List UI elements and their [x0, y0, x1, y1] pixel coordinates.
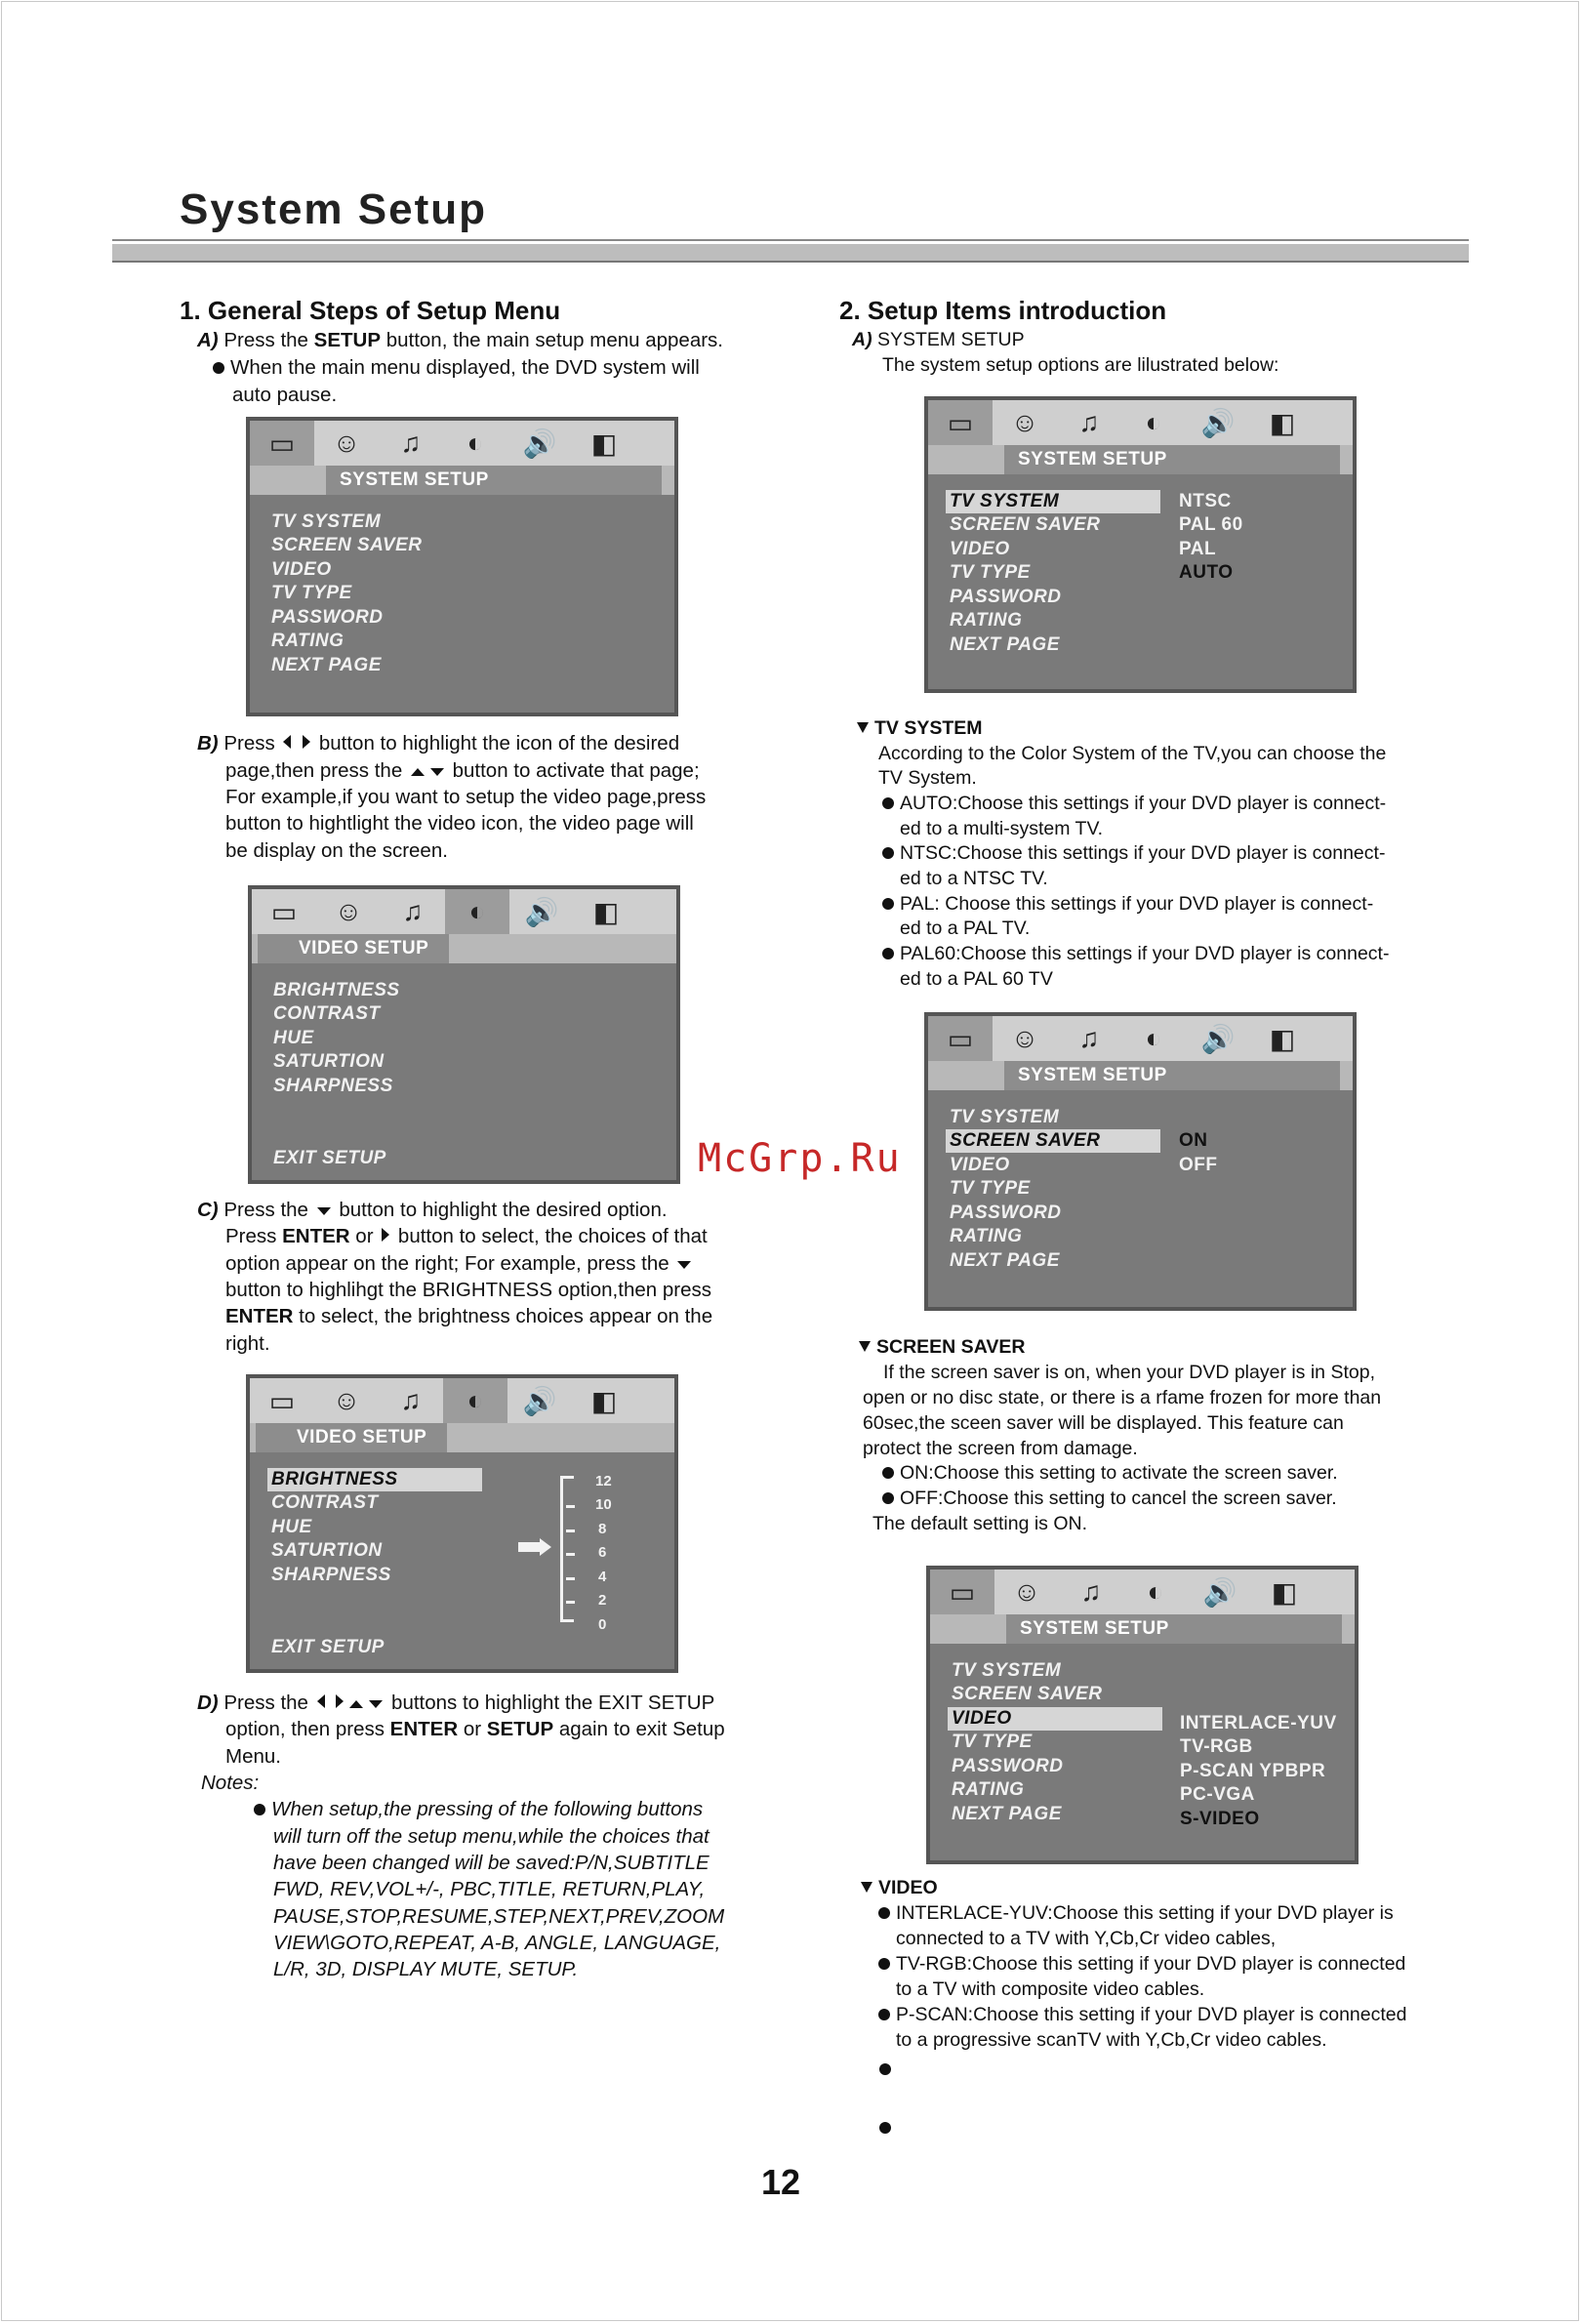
- contrast-icon: ◐: [443, 1378, 507, 1423]
- menu-item-tv-system[interactable]: TV SYSTEM: [946, 490, 1160, 513]
- enter-key: ENTER: [225, 1305, 294, 1327]
- left-heading: 1. General Steps of Setup Menu: [180, 296, 561, 325]
- tv-pal-line: [882, 891, 1373, 917]
- option-p-scan-ypbpr[interactable]: P-SCAN YPBPR: [1180, 1761, 1326, 1781]
- step-c-line5: [225, 1303, 712, 1330]
- right-a-label: A): [852, 329, 872, 350]
- step-c-label: C): [197, 1199, 219, 1221]
- bullet-icon: [878, 1907, 890, 1919]
- video-setup-menu-1: [248, 885, 680, 1184]
- down-arrow-icon: [677, 1261, 691, 1269]
- bullet-icon: [882, 847, 894, 859]
- person-speech-icon: ☺: [1012, 1576, 1041, 1607]
- option-interlace-yuv[interactable]: INTERLACE-YUV: [1180, 1713, 1337, 1733]
- menu-item-rating[interactable]: RATING: [950, 1226, 1023, 1246]
- step-d-text: option, then press: [225, 1718, 390, 1740]
- menu-item-tv-type[interactable]: TV TYPE: [271, 583, 352, 603]
- level-scale-top-cap: [560, 1476, 574, 1479]
- bullet-icon: [882, 898, 894, 910]
- left-arrow-icon: [283, 735, 291, 749]
- bullet-text: PAL: Choose this settings if your DVD player is connect-: [900, 893, 1374, 915]
- tv-system-heading-text: TV SYSTEM: [874, 717, 983, 739]
- menu-item-next-page[interactable]: NEXT PAGE: [950, 634, 1060, 655]
- up-arrow-icon: [349, 1700, 363, 1708]
- menu-icon-bar: [928, 1016, 1353, 1061]
- step-d-line1: [197, 1690, 714, 1717]
- step-c-line3: [225, 1250, 694, 1278]
- step-d-text: again to exit Setup: [553, 1718, 725, 1740]
- monitor-icon: ▭: [250, 421, 314, 466]
- menu-item-contrast[interactable]: CONTRAST: [271, 1492, 379, 1513]
- speaker-icon: 🔊: [522, 428, 557, 459]
- step-a: [197, 327, 723, 354]
- left-arrow-icon: [317, 1694, 325, 1708]
- menu-item-screen-saver[interactable]: SCREEN SAVER: [952, 1684, 1103, 1704]
- contrast-icon: ◐: [1147, 1576, 1164, 1607]
- menu-item-next-page[interactable]: NEXT PAGE: [952, 1804, 1062, 1824]
- step-a-bullet-line1: When the main menu displayed, the DVD system will: [230, 356, 700, 379]
- level-tick: [566, 1505, 575, 1508]
- person-speech-icon: ☺: [1010, 1023, 1039, 1053]
- step-a-text1: Press the: [223, 329, 314, 351]
- menu-item-exit-setup[interactable]: EXIT SETUP: [273, 1148, 386, 1168]
- menu-title: SYSTEM SETUP: [1004, 445, 1340, 474]
- tv-ntsc-line: [882, 840, 1385, 866]
- menu-header: [252, 934, 676, 963]
- down-arrow-icon: [317, 1207, 331, 1215]
- menu-item-password[interactable]: PASSWORD: [271, 607, 384, 628]
- dolby-icon: ◧: [1271, 1576, 1298, 1608]
- option-on[interactable]: ON: [1179, 1130, 1208, 1151]
- menu-items: [250, 495, 674, 713]
- music-note-icon: ♫: [1078, 1023, 1100, 1053]
- menu-items: [250, 1452, 674, 1669]
- person-speech-icon: ☺: [332, 1385, 361, 1415]
- step-a-bullet-line2: auto pause.: [232, 384, 338, 406]
- menu-item-hue[interactable]: HUE: [273, 1028, 314, 1048]
- menu-title: SYSTEM SETUP: [1004, 1061, 1340, 1090]
- menu-item-video[interactable]: VIDEO: [948, 1707, 1162, 1731]
- step-b-text: page,then press the: [225, 759, 408, 782]
- level-value[interactable]: 0: [598, 1616, 607, 1633]
- music-note-icon: ♫: [400, 428, 422, 458]
- menu-items: [928, 474, 1353, 689]
- tv-pal60-line: [882, 941, 1389, 966]
- step-d-line3: Menu.: [225, 1745, 281, 1768]
- screen-saver-on: [882, 1460, 1338, 1486]
- heart-icon: [859, 1341, 871, 1352]
- option-pc-vga[interactable]: PC-VGA: [1180, 1784, 1255, 1805]
- tv-system-heading: [857, 715, 983, 741]
- tv-auto-line2: ed to a multi-system TV.: [900, 818, 1104, 839]
- bullet-text: INTERLACE-YUV:Choose this setting if your DVD player is: [896, 1902, 1394, 1924]
- bullet-icon: [882, 1492, 894, 1504]
- menu-items: [252, 963, 676, 1180]
- note-line: VIEW\GOTO,REPEAT, A-B, ANGLE, LANGUAGE,: [273, 1932, 721, 1954]
- step-c-text: button to select, the choices of that: [392, 1225, 708, 1247]
- system-setup-menu-3: [924, 1012, 1357, 1311]
- menu-item-next-page[interactable]: NEXT PAGE: [950, 1250, 1060, 1271]
- menu-header: [928, 445, 1353, 474]
- speaker-icon: 🔊: [1202, 1576, 1237, 1608]
- step-d-text: or: [458, 1718, 487, 1740]
- speaker-icon: 🔊: [524, 896, 559, 927]
- step-c-text: to select, the brightness choices appear on the: [293, 1305, 713, 1327]
- system-setup-menu-4: [926, 1566, 1359, 1864]
- step-b-text: Press: [223, 732, 281, 754]
- menu-icon-bar: [928, 400, 1353, 445]
- contrast-icon: ◐: [1145, 407, 1162, 437]
- step-d-line2: [225, 1716, 725, 1743]
- step-b-line3: For example,if you want to setup the video page,press: [225, 786, 707, 808]
- option-off[interactable]: OFF: [1179, 1155, 1218, 1175]
- menu-item-brightness[interactable]: BRIGHTNESS: [267, 1468, 482, 1491]
- notes-label: Notes:: [201, 1772, 260, 1794]
- system-setup-menu-1: [246, 417, 678, 716]
- screen-saver-default: The default setting is ON.: [872, 1513, 1088, 1534]
- step-d-text: buttons to highlight the EXIT SETUP: [385, 1692, 715, 1714]
- note-line: have been changed will be saved:P/N,SUBTITLE: [273, 1852, 710, 1874]
- note-line: [254, 1796, 703, 1823]
- person-speech-icon: ☺: [1010, 407, 1039, 437]
- menu-item-sharpness[interactable]: SHARPNESS: [271, 1565, 391, 1585]
- empty-bullet-icon: [879, 2122, 891, 2134]
- tv-auto-line: [882, 791, 1386, 816]
- video-heading-text: VIDEO: [878, 1877, 938, 1898]
- level-value[interactable]: 8: [598, 1521, 607, 1537]
- menu-item-password[interactable]: PASSWORD: [952, 1756, 1064, 1776]
- dolby-icon: ◧: [1269, 1023, 1296, 1054]
- option-ntsc[interactable]: NTSC: [1179, 491, 1232, 511]
- tv-pal60-line2: ed to a PAL 60 TV: [900, 968, 1053, 990]
- level-tick: [566, 1529, 575, 1532]
- menu-item-tv-system[interactable]: TV SYSTEM: [271, 511, 382, 532]
- system-setup-menu-2: [924, 396, 1357, 693]
- note-line: FWD, REV,VOL+/-, PBC,TITLE, RETURN,PLAY,: [273, 1878, 706, 1900]
- screen-saver-off: [882, 1486, 1337, 1511]
- watermark: McGrp.Ru: [698, 1136, 902, 1181]
- monitor-icon: ▭: [928, 400, 993, 445]
- setup-key: SETUP: [486, 1718, 554, 1740]
- menu-item-saturation[interactable]: SATURTION: [273, 1051, 385, 1072]
- level-value[interactable]: 12: [595, 1473, 612, 1489]
- menu-item-contrast[interactable]: CONTRAST: [273, 1003, 381, 1024]
- menu-header: [928, 1061, 1353, 1090]
- tv-ntsc-line2: ed to a NTSC TV.: [900, 868, 1048, 889]
- monitor-icon: ▭: [268, 1385, 296, 1416]
- step-a-bullet: [213, 354, 700, 382]
- heart-icon: [857, 722, 869, 733]
- step-c-line1: [197, 1197, 668, 1224]
- menu-item-next-page[interactable]: NEXT PAGE: [271, 655, 382, 675]
- menu-icon-bar: [250, 421, 674, 466]
- bullet-text: TV-RGB:Choose this setting if your DVD player is connected: [896, 1953, 1406, 1975]
- menu-items: [930, 1644, 1355, 1860]
- step-c-line2: [225, 1223, 708, 1250]
- menu-item-rating[interactable]: RATING: [952, 1779, 1025, 1800]
- step-d-text: Press the: [223, 1692, 314, 1714]
- bullet-icon: [882, 797, 894, 809]
- menu-header: [250, 1423, 674, 1452]
- menu-item-hue[interactable]: HUE: [271, 1517, 312, 1537]
- menu-item-tv-type[interactable]: TV TYPE: [952, 1732, 1033, 1752]
- dolby-icon: ◧: [590, 1385, 618, 1416]
- level-value[interactable]: 6: [598, 1544, 607, 1561]
- tv-pal-line2: ed to a PAL TV.: [900, 917, 1031, 939]
- menu-icon-bar: [250, 1378, 674, 1423]
- bullet-text: AUTO:Choose this settings if your DVD player is connect-: [900, 793, 1387, 814]
- level-value[interactable]: 10: [595, 1496, 612, 1513]
- note-text: When setup,the pressing of the following buttons: [271, 1798, 704, 1820]
- person-speech-icon: ☺: [332, 428, 361, 458]
- monitor-icon: ▭: [270, 896, 298, 927]
- step-c-text: option appear on the right; For example, press the: [225, 1252, 675, 1275]
- right-arrow-icon: [336, 1694, 344, 1708]
- screen-saver-line: open or no disc state, or there is a rfame frozen for more than: [863, 1387, 1382, 1408]
- menu-item-exit-setup[interactable]: EXIT SETUP: [271, 1637, 385, 1657]
- video-tvrgb-line2: to a TV with composite video cables.: [896, 1978, 1205, 2000]
- step-b-line2: [225, 757, 700, 785]
- level-value[interactable]: 2: [598, 1592, 607, 1609]
- tv-system-line2: TV System.: [878, 767, 977, 789]
- bullet-text: P-SCAN:Choose this setting if your DVD player is connected: [896, 2004, 1407, 2025]
- step-c-text: Press: [225, 1225, 283, 1247]
- step-b-text: button to highlight the icon of the desired: [313, 732, 680, 754]
- step-b-text: button to activate that page;: [446, 759, 700, 782]
- music-note-icon: ♫: [402, 896, 424, 926]
- video-setup-menu-2: [246, 1374, 678, 1673]
- step-d-label: D): [197, 1692, 219, 1714]
- option-tv-rgb[interactable]: TV-RGB: [1180, 1736, 1253, 1757]
- music-note-icon: ♫: [1078, 407, 1100, 437]
- note-line: PAUSE,STOP,RESUME,STEP,NEXT,PREV,ZOOM: [273, 1905, 725, 1928]
- heart-icon: [861, 1882, 872, 1893]
- video-interlace-line: [878, 1900, 1394, 1926]
- bullet-text: PAL60:Choose this settings if your DVD player is connect-: [900, 943, 1390, 964]
- step-b-line1: [197, 730, 679, 757]
- step-a-key: SETUP: [313, 329, 381, 351]
- speaker-icon: 🔊: [1200, 1023, 1236, 1054]
- bullet-icon: [878, 2009, 890, 2020]
- menu-item-screen-saver[interactable]: SCREEN SAVER: [946, 1129, 1160, 1153]
- video-heading: [861, 1875, 938, 1900]
- screen-saver-line: protect the screen from damage.: [863, 1438, 1138, 1459]
- menu-title: SYSTEM SETUP: [326, 466, 662, 495]
- option-pal60[interactable]: PAL 60: [1179, 514, 1243, 535]
- menu-item-tv-system[interactable]: TV SYSTEM: [950, 1107, 1060, 1127]
- page-title: System Setup: [180, 185, 487, 233]
- menu-item-tv-system[interactable]: TV SYSTEM: [952, 1660, 1062, 1681]
- right-a-sub: The system setup options are lilustrated below:: [882, 354, 1279, 376]
- screen-saver-heading-text: SCREEN SAVER: [876, 1336, 1026, 1358]
- page-number: 12: [761, 2162, 801, 2202]
- screen-saver-heading: [859, 1334, 1025, 1360]
- level-scale-spine: [560, 1476, 563, 1622]
- menu-item-tv-type[interactable]: TV TYPE: [950, 562, 1031, 583]
- step-c-text: Press the: [223, 1199, 314, 1221]
- right-arrow-icon: [382, 1228, 389, 1242]
- speaker-icon: 🔊: [1200, 407, 1236, 438]
- down-arrow-icon: [369, 1700, 383, 1708]
- menu-item-video[interactable]: VIDEO: [950, 539, 1010, 559]
- video-pscan-line: [878, 2002, 1406, 2027]
- menu-header: [250, 466, 674, 495]
- menu-title: VIDEO SETUP: [256, 1423, 447, 1452]
- menu-icon-bar: [930, 1570, 1355, 1614]
- bullet-icon: [882, 948, 894, 959]
- contrast-icon: ◐: [1145, 1023, 1162, 1053]
- dolby-icon: ◧: [1269, 407, 1296, 438]
- step-a-text2: button, the main setup menu appears.: [381, 329, 724, 351]
- right-heading: 2. Setup Items introduction: [839, 296, 1167, 325]
- menu-item-sharpness[interactable]: SHARPNESS: [273, 1076, 393, 1096]
- menu-icon-bar: [252, 889, 676, 934]
- bullet-text: NTSC:Choose this settings if your DVD player is connect-: [900, 842, 1386, 864]
- enter-key: ENTER: [389, 1718, 459, 1740]
- tv-system-line1: According to the Color System of the TV,you can choose the: [878, 743, 1387, 764]
- level-value[interactable]: 4: [598, 1569, 607, 1585]
- bullet-icon: [254, 1804, 265, 1815]
- bullet-icon: [882, 1467, 894, 1479]
- menu-item-video[interactable]: VIDEO: [271, 559, 332, 580]
- menu-title: VIDEO SETUP: [258, 934, 449, 963]
- title-rule: [112, 239, 1469, 263]
- menu-item-tv-type[interactable]: TV TYPE: [950, 1178, 1031, 1199]
- monitor-icon: ▭: [930, 1570, 994, 1614]
- step-c-text: button to highlight the desired option.: [333, 1199, 668, 1221]
- step-a-label: A): [197, 329, 219, 351]
- menu-header: [930, 1614, 1355, 1644]
- menu-item-rating[interactable]: RATING: [271, 631, 345, 651]
- music-note-icon: ♫: [400, 1385, 422, 1415]
- level-tick: [566, 1553, 575, 1556]
- step-b-line5: be display on the screen.: [225, 839, 448, 862]
- up-arrow-icon: [411, 768, 425, 776]
- video-pscan-line2: to a progressive scanTV with Y,Cb,Cr video cables.: [896, 2029, 1327, 2051]
- option-auto[interactable]: AUTO: [1179, 562, 1234, 583]
- dolby-icon: ◧: [592, 896, 620, 927]
- menu-item-password[interactable]: PASSWORD: [950, 587, 1062, 607]
- note-line: will turn off the setup menu,while the choices that: [273, 1825, 710, 1848]
- menu-item-video[interactable]: VIDEO: [950, 1155, 1010, 1175]
- level-scale-bottom-cap: [560, 1619, 574, 1622]
- menu-item-rating[interactable]: RATING: [950, 610, 1023, 631]
- bullet-text: OFF:Choose this setting to cancel the screen saver.: [900, 1488, 1337, 1509]
- level-tick: [566, 1577, 575, 1580]
- bullet-icon: [878, 1958, 890, 1970]
- step-b-line4: button to hightlight the video icon, the video page will: [225, 812, 694, 835]
- bullet-text: ON:Choose this setting to activate the screen saver.: [900, 1462, 1338, 1484]
- step-b-label: B): [197, 732, 219, 754]
- pointer-arrow-head-icon: [540, 1538, 551, 1556]
- menu-item-saturation[interactable]: SATURTION: [271, 1540, 383, 1561]
- step-c-line4: button to highlihgt the BRIGHTNESS option,then press: [225, 1279, 711, 1301]
- contrast-icon: ◐: [466, 428, 484, 458]
- step-c-line6: right.: [225, 1332, 270, 1355]
- screen-saver-line: If the screen saver is on, when your DVD player is in Stop,: [883, 1362, 1375, 1383]
- level-tick: [566, 1601, 575, 1604]
- dolby-icon: ◧: [590, 428, 618, 459]
- screen-saver-line: 60sec,the sceen saver will be displayed. This feature can: [863, 1412, 1344, 1434]
- note-line: L/R, 3D, DISPLAY MUTE, SETUP.: [273, 1958, 579, 1980]
- right-a: [852, 327, 1025, 352]
- video-interlace-line2: connected to a TV with Y,Cb,Cr video cables,: [896, 1928, 1277, 1949]
- menu-item-screen-saver[interactable]: SCREEN SAVER: [271, 535, 423, 555]
- option-s-video[interactable]: S-VIDEO: [1180, 1809, 1260, 1829]
- down-arrow-icon: [430, 768, 444, 776]
- monitor-icon: ▭: [928, 1016, 993, 1061]
- menu-item-screen-saver[interactable]: SCREEN SAVER: [950, 514, 1101, 535]
- right-a-text: SYSTEM SETUP: [877, 329, 1025, 350]
- video-tvrgb-line: [878, 1951, 1405, 1977]
- music-note-icon: ♫: [1080, 1576, 1102, 1607]
- empty-bullet-icon: [879, 2063, 891, 2075]
- menu-item-password[interactable]: PASSWORD: [950, 1203, 1062, 1223]
- menu-title: SYSTEM SETUP: [1006, 1614, 1342, 1644]
- pointer-arrow-icon: [518, 1542, 540, 1552]
- contrast-icon: ◐: [445, 889, 509, 934]
- menu-item-brightness[interactable]: BRIGHTNESS: [273, 980, 400, 1000]
- menu-items: [928, 1090, 1353, 1307]
- enter-key: ENTER: [282, 1225, 350, 1247]
- step-c-text: or: [349, 1225, 380, 1247]
- option-pal[interactable]: PAL: [1179, 539, 1217, 559]
- bullet-icon: [213, 362, 224, 374]
- right-arrow-icon: [303, 735, 310, 749]
- speaker-icon: 🔊: [522, 1385, 557, 1416]
- person-speech-icon: ☺: [334, 896, 363, 926]
